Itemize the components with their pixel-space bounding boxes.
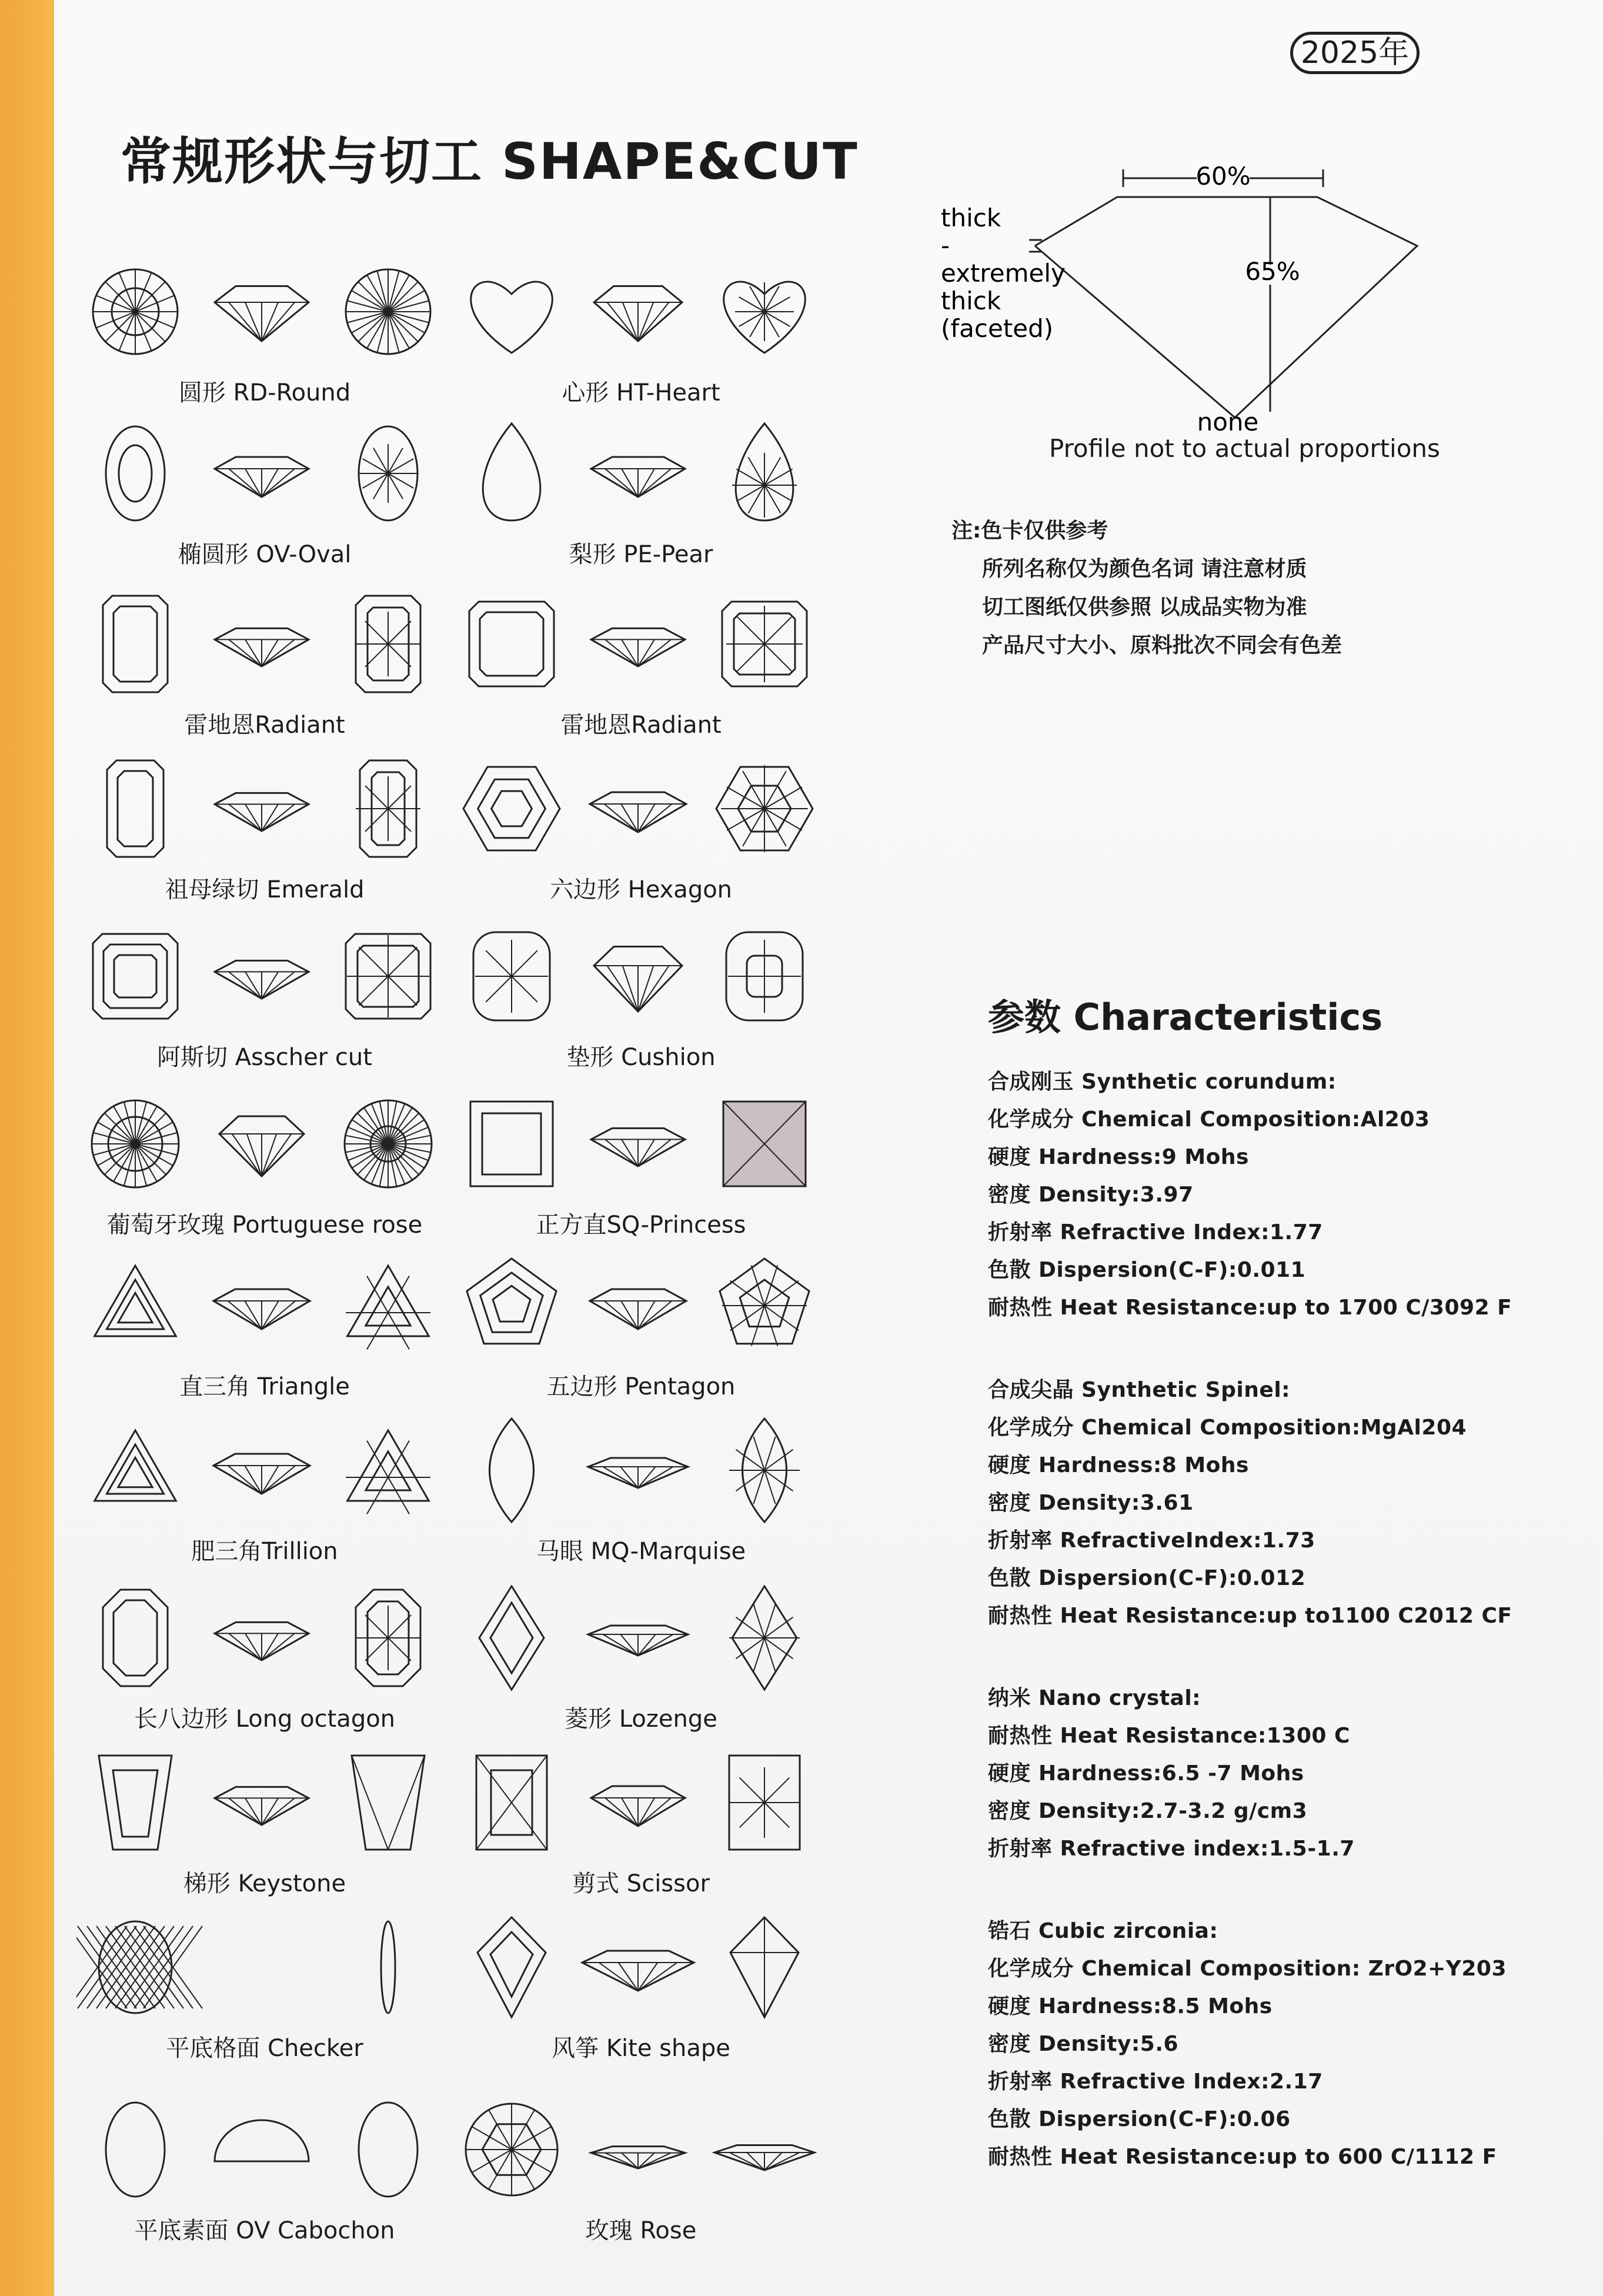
shape-label: 直三角 Triangle bbox=[179, 1373, 350, 1400]
shape-cell-cushion bbox=[453, 923, 829, 1094]
shape-label: 平底素面 OV Cabochon bbox=[134, 2217, 395, 2244]
shape-label: 玫瑰 Rose bbox=[585, 2217, 697, 2244]
characteristics-group bbox=[988, 1913, 1512, 2176]
shape-cell-kite bbox=[453, 1914, 829, 2085]
characteristics-group bbox=[988, 1063, 1512, 1327]
property-line: 耐热性 Heat Resistance:up to 1700 C/3092 F bbox=[988, 1296, 1512, 1320]
shape-label: 梯形 Keystone bbox=[183, 1870, 346, 1897]
shape-label: 长八边形 Long octagon bbox=[133, 1706, 396, 1733]
property-line: 折射率 Refractive index:1.5-1.7 bbox=[988, 1837, 1355, 1861]
shape-cell-round bbox=[76, 259, 453, 429]
profile-diagram bbox=[929, 165, 1494, 441]
property-line: 硬度 Hardness:6.5 -7 Mohs bbox=[988, 1761, 1304, 1786]
cushion-cut-icons bbox=[453, 923, 829, 1035]
shape-cell-hexagon bbox=[453, 756, 829, 926]
kite-cut-icons bbox=[453, 1914, 829, 2026]
characteristics-list bbox=[988, 1063, 1512, 2221]
property-line: 密度 Density:5.6 bbox=[988, 2032, 1179, 2056]
shape-label: 菱形 Lozenge bbox=[565, 1706, 717, 1733]
rose-port-cut-icons bbox=[76, 1091, 453, 1203]
girdle-label-3: extremely bbox=[941, 259, 1066, 288]
shape-label: 雷地恩Radiant bbox=[184, 712, 345, 739]
property-line: 硬度 Hardness:8.5 Mohs bbox=[988, 1994, 1273, 2018]
pentagon-cut-icons bbox=[453, 1253, 829, 1364]
property-line: 密度 Density:2.7-3.2 g/cm3 bbox=[988, 1799, 1308, 1823]
shape-cell-triangle bbox=[76, 1253, 453, 1423]
page-title: 常规形状与切工 SHAPE&CUT bbox=[121, 132, 859, 191]
property-line: 折射率 Refractive Index:2.17 bbox=[988, 2070, 1323, 2094]
material-heading: 合成尖晶 Synthetic Spinel: bbox=[988, 1378, 1291, 1402]
property-line: 化学成分 Chemical Composition:Al203 bbox=[988, 1107, 1430, 1132]
note-line: 所列名称仅为颜色名词 请注意材质 bbox=[982, 557, 1307, 581]
shape-label: 雷地恩Radiant bbox=[560, 712, 722, 739]
characteristics-group bbox=[988, 1680, 1512, 1868]
checker-cut-icons bbox=[76, 1914, 453, 2026]
girdle-label-1: thick bbox=[941, 203, 1001, 232]
oval-cut-icons bbox=[76, 421, 453, 532]
property-line: 色散 Dispersion(C-F):0.012 bbox=[988, 1566, 1306, 1590]
material-heading: 合成刚玉 Synthetic corundum: bbox=[988, 1070, 1337, 1094]
shape-label: 葡萄牙玫瑰 Portuguese rose bbox=[106, 1212, 423, 1239]
shape-label: 肥三角Trillion bbox=[191, 1538, 338, 1565]
asscher-cut-icons bbox=[76, 923, 453, 1035]
property-line: 耐热性 Heat Resistance:1300 C bbox=[988, 1724, 1350, 1748]
shape-label: 阿斯切 Asscher cut bbox=[157, 1044, 372, 1071]
note-line: 切工图纸仅供参照 以成品实物为准 bbox=[982, 595, 1307, 619]
property-line: 耐热性 Heat Resistance:up to1100 C2012 CF bbox=[988, 1604, 1512, 1628]
girdle-label-5: (faceted) bbox=[941, 314, 1054, 343]
shape-cell-asscher bbox=[76, 923, 453, 1094]
shape-cell-keystone bbox=[76, 1750, 453, 1920]
shape-cell-lozenge bbox=[453, 1585, 829, 1756]
shape-cell-emerald bbox=[76, 756, 453, 926]
keystone-cut-icons bbox=[76, 1750, 453, 1861]
pear-cut-icons bbox=[453, 421, 829, 532]
triangle-cut-icons bbox=[76, 1253, 453, 1364]
property-line: 密度 Density:3.97 bbox=[988, 1183, 1194, 1207]
notes-block bbox=[951, 512, 1342, 665]
shape-cell-rose bbox=[453, 2097, 829, 2267]
shape-cell-radiant bbox=[76, 591, 453, 762]
orange-edge-stripe bbox=[0, 0, 54, 2296]
shape-label: 椭圆形 OV-Oval bbox=[178, 541, 352, 568]
shape-cell-marquise bbox=[453, 1417, 829, 1588]
property-line: 化学成分 Chemical Composition: ZrO2+Y203 bbox=[988, 1957, 1507, 1981]
cabochon-cut-icons bbox=[76, 2097, 453, 2208]
year-badge: 2025年 bbox=[1290, 32, 1420, 74]
material-heading: 锆石 Cubic zirconia: bbox=[988, 1919, 1218, 1943]
shape-cell-pentagon bbox=[453, 1253, 829, 1423]
depth-percent-label: 65% bbox=[1245, 257, 1300, 286]
round-cut-icons bbox=[76, 259, 453, 371]
shape-label: 圆形 RD-Round bbox=[178, 379, 351, 406]
property-line: 色散 Dispersion(C-F):0.011 bbox=[988, 1258, 1306, 1282]
shape-cell-princess bbox=[453, 1091, 829, 1262]
property-line: 硬度 Hardness:8 Mohs bbox=[988, 1453, 1249, 1477]
property-line: 密度 Density:3.61 bbox=[988, 1491, 1194, 1515]
heart-cut-icons bbox=[453, 259, 829, 371]
property-line: 色散 Dispersion(C-F):0.06 bbox=[988, 2107, 1291, 2131]
note-heading: 注:色卡仅供参考 bbox=[951, 519, 1108, 543]
hexagon-cut-icons bbox=[453, 756, 829, 867]
girdle-label-2: - bbox=[941, 231, 950, 260]
shape-label: 正方直SQ-Princess bbox=[536, 1212, 746, 1239]
shape-label: 垫形 Cushion bbox=[566, 1044, 716, 1071]
shape-label: 马眼 MQ-Marquise bbox=[536, 1538, 746, 1565]
shape-cell-pear bbox=[453, 421, 829, 591]
shape-label: 六边形 Hexagon bbox=[549, 876, 733, 903]
radiant-cut-icons bbox=[76, 591, 453, 703]
characteristics-title: 参数 Characteristics bbox=[988, 996, 1383, 1039]
shape-cell-scissor bbox=[453, 1750, 829, 1920]
radiant-sq-cut-icons bbox=[453, 591, 829, 703]
shape-label: 平底格面 Checker bbox=[166, 2035, 363, 2062]
property-line: 硬度 Hardness:9 Mohs bbox=[988, 1145, 1249, 1169]
shape-cell-rose-port bbox=[76, 1091, 453, 1262]
scissor-cut-icons bbox=[453, 1750, 829, 1861]
rose-cut-icons bbox=[453, 2097, 829, 2208]
shape-cell-heart bbox=[453, 259, 829, 429]
property-line: 折射率 RefractiveIndex:1.73 bbox=[988, 1529, 1315, 1553]
marquise-cut-icons bbox=[453, 1417, 829, 1529]
shape-label: 祖母绿切 Emerald bbox=[165, 876, 365, 903]
shape-cell-cabochon bbox=[76, 2097, 453, 2267]
property-line: 折射率 Refractive Index:1.77 bbox=[988, 1220, 1323, 1244]
girdle-label-4: thick bbox=[941, 286, 1001, 315]
property-line: 化学成分 Chemical Composition:MgAl204 bbox=[988, 1416, 1467, 1440]
shape-cell-oval bbox=[76, 421, 453, 591]
shape-cell-octagon bbox=[76, 1585, 453, 1756]
shape-label: 心形 HT-Heart bbox=[562, 379, 720, 406]
octagon-cut-icons bbox=[76, 1585, 453, 1697]
culet-label: none bbox=[1197, 408, 1259, 436]
gem-profile-outline bbox=[1035, 197, 1417, 418]
shape-label: 风筝 Kite shape bbox=[552, 2035, 730, 2062]
shape-label: 五边形 Pentagon bbox=[546, 1373, 736, 1400]
trillion-cut-icons bbox=[76, 1417, 453, 1529]
shape-label: 剪式 Scissor bbox=[572, 1870, 710, 1897]
note-line: 产品尺寸大小、原料批次不同会有色差 bbox=[982, 633, 1342, 658]
lozenge-cut-icons bbox=[453, 1585, 829, 1697]
property-line: 耐热性 Heat Resistance:up to 600 C/1112 F bbox=[988, 2145, 1497, 2169]
table-percent-label: 60% bbox=[1195, 165, 1251, 191]
shape-cell-radiant-sq bbox=[453, 591, 829, 762]
material-heading: 纳米 Nano crystal: bbox=[988, 1686, 1201, 1710]
princess-cut-icons bbox=[453, 1091, 829, 1203]
characteristics-group bbox=[988, 1371, 1512, 1635]
shape-label: 梨形 PE-Pear bbox=[569, 541, 713, 568]
profile-caption: Profile not to actual proportions bbox=[1049, 434, 1440, 463]
emerald-cut-icons bbox=[76, 756, 453, 867]
shape-cell-trillion bbox=[76, 1417, 453, 1588]
shape-cell-checker bbox=[76, 1914, 453, 2085]
